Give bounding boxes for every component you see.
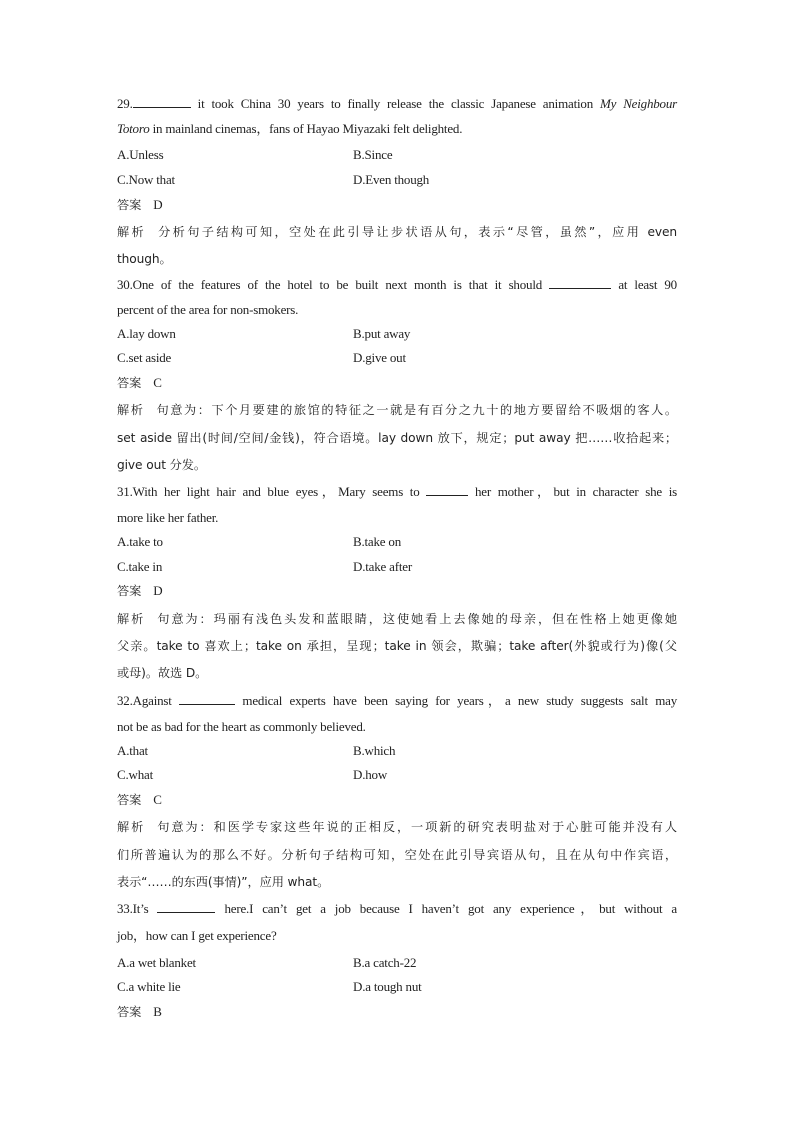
- question-number: 29.: [117, 96, 133, 111]
- q29-option-b: B.Since: [353, 147, 393, 162]
- answer-label: 答案: [117, 584, 142, 598]
- q32-analysis-line3: 表示“……的东西(事情)”，应用 what。: [117, 875, 330, 889]
- q30-analysis-line2: set aside 留出(时间/空间/金钱)，符合语境。lay down 放下，规定；put away 把……收拾起来；: [117, 431, 677, 445]
- q31-text: 31.With her light hair and blue eyes，Mary seems to: [117, 484, 420, 499]
- q29-stem-line2: [117, 120, 677, 138]
- answer-blank: [426, 483, 468, 496]
- q31-option-c: C.take in: [117, 559, 163, 574]
- q29-answer: [117, 196, 677, 214]
- analysis-label: 解析: [117, 403, 145, 417]
- q29-text-cont: in mainland cinemas，fans of Hayao Miyazaki felt delighted.: [149, 121, 463, 136]
- q31-analysis-line2: 父亲。take to 喜欢上；take on 承担，呈现；take in 领会，欺骗；take after(外貌或行为)像(父: [117, 639, 677, 653]
- q29-option-a: A.Unless: [117, 147, 164, 162]
- q30-analysis-line1: [117, 401, 677, 419]
- analysis-label: 解析: [117, 820, 146, 834]
- q32-option-b: B.which: [353, 743, 396, 758]
- q32-analysis-line1: [117, 818, 677, 836]
- q32-option-c: C.what: [117, 767, 153, 782]
- answer-label: 答案: [117, 793, 142, 807]
- q29-title-italic: My Neighbour: [600, 96, 677, 111]
- q30-text: 30.One of the features of the hotel to be built next month is that it should: [117, 277, 543, 292]
- q30-option-c: C.set aside: [117, 350, 172, 365]
- answer-value: D: [153, 197, 163, 212]
- q32-answer: [117, 791, 677, 809]
- q31-option-a: A.take to: [117, 534, 163, 549]
- q32-text: 32.Against: [117, 693, 172, 708]
- answer-blank: [157, 900, 215, 913]
- q33-answer: [117, 1003, 677, 1021]
- q29-analysis-line2: though。: [117, 252, 172, 266]
- q33-text-after: here.I can’t get a job because I haven’t got any experience，but without a: [224, 901, 677, 916]
- q31-stem-line2: more like her father.: [117, 510, 219, 525]
- analysis-label: 解析: [117, 225, 147, 239]
- q31-answer: [117, 582, 677, 600]
- answer-value: B: [153, 1004, 162, 1019]
- q29-option-d: D.Even though: [353, 172, 430, 187]
- answer-value: C: [153, 792, 162, 807]
- q30-text-after: at least 90: [618, 277, 677, 292]
- q31-analysis-line3: 或母)。故选 D。: [117, 666, 208, 680]
- answer-label: 答案: [117, 376, 142, 390]
- q30-option-d: D.give out: [353, 350, 406, 365]
- q32-text-after: medical experts have been saying for years，a new study suggests salt may: [242, 693, 677, 708]
- q32-analysis-line2: 们所普遍认为的那么不好。分析句子结构可知，空处在此引导宾语从句，且在从句中作宾语，: [117, 848, 677, 862]
- q31-option-d: D.take after: [353, 559, 412, 574]
- answer-blank: [549, 276, 611, 289]
- q33-stem-line1: [117, 900, 677, 918]
- q30-analysis-line3: give out 分发。: [117, 458, 206, 472]
- q29-title-italic-cont: Totoro: [117, 121, 150, 136]
- analysis-text: 句意为：和医学专家这些年说的正相反，一项新的研究表明盐对于心脏可能并没有人: [157, 820, 677, 834]
- q29-stem-line1: [117, 95, 677, 113]
- q31-analysis-line1: [117, 610, 677, 628]
- analysis-label: 解析: [117, 612, 146, 626]
- q29-analysis-line1: [117, 223, 677, 241]
- analysis-text: 分析句子结构可知，空处在此引导让步状语从句，表示“尽管，虽然”，应用 even: [158, 225, 677, 239]
- analysis-text: 句意为：玛丽有浅色头发和蓝眼睛，这使她看上去像她的母亲，但在性格上她更像她: [157, 612, 677, 626]
- q32-option-d: D.how: [353, 767, 388, 782]
- q33-stem-line2: job，how can I get experience?: [117, 928, 277, 943]
- answer-value: C: [153, 375, 162, 390]
- q30-stem-line1: [117, 276, 677, 294]
- answer-label: 答案: [117, 198, 142, 212]
- q32-stem-line2: not be as bad for the heart as commonly believed.: [117, 719, 366, 734]
- q30-stem-line2: percent of the area for non-smokers.: [117, 302, 299, 317]
- q31-stem-line1: [117, 483, 677, 501]
- q33-option-d: D.a tough nut: [353, 979, 422, 994]
- analysis-text: 句意为：下个月要建的旅馆的特征之一就是有百分之九十的地方要留给不吸烟的客人。: [156, 403, 677, 417]
- q33-option-a: A.a wet blanket: [117, 955, 196, 970]
- q33-option-c: C.a white lie: [117, 979, 181, 994]
- q31-text-after: her mother，but in character she is: [474, 484, 677, 499]
- answer-blank: [179, 692, 235, 705]
- answer-label: 答案: [117, 1005, 142, 1019]
- q32-option-a: A.that: [117, 743, 148, 758]
- answer-blank: [133, 95, 191, 108]
- q30-answer: [117, 374, 677, 392]
- q30-option-b: B.put away: [353, 326, 411, 341]
- q31-option-b: B.take on: [353, 534, 402, 549]
- q30-option-a: A.lay down: [117, 326, 176, 341]
- q33-text: 33.It’s: [117, 901, 149, 916]
- q33-option-b: B.a catch-22: [353, 955, 417, 970]
- q32-stem-line1: [117, 692, 677, 710]
- q29-option-c: C.Now that: [117, 172, 175, 187]
- q29-text: it took China 30 years to finally release the classic Japanese animation: [197, 96, 593, 111]
- answer-value: D: [153, 583, 163, 598]
